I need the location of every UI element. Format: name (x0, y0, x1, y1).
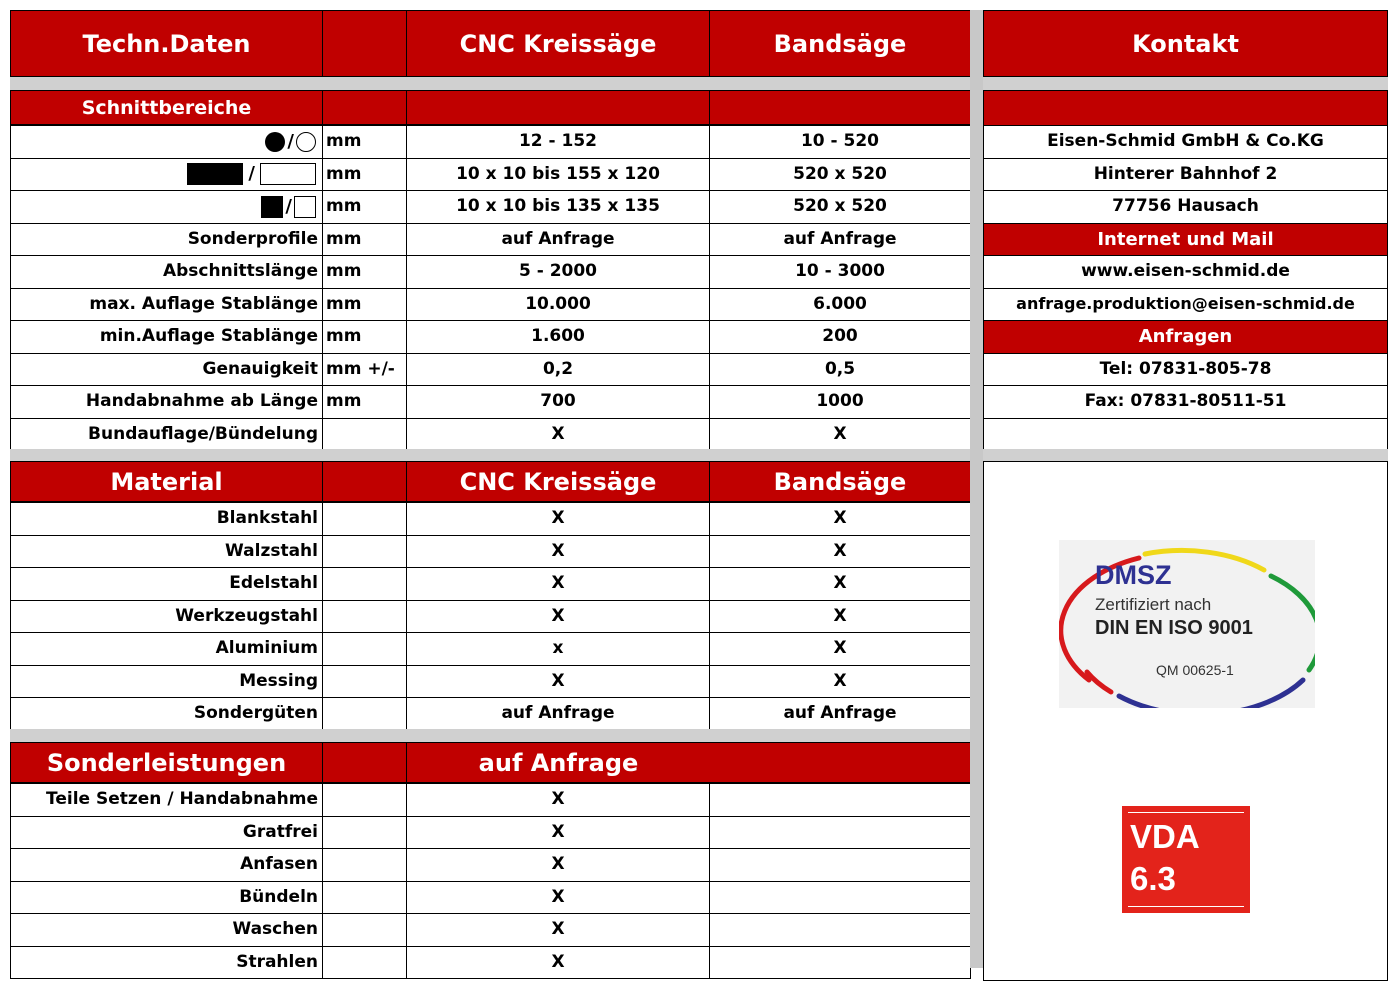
band-value-text: 520 x 520 (793, 196, 887, 217)
kontakt-value (983, 125, 1388, 159)
empty-cell (322, 848, 407, 882)
band-value (709, 223, 971, 257)
kontakt-header (983, 10, 1388, 77)
band-value-text: 200 (822, 326, 858, 347)
material-label-text: Sondergüten (193, 703, 318, 724)
cnc-value-text: X (551, 573, 565, 594)
unit-cell-text: mm (326, 293, 362, 314)
empty-cell (322, 502, 407, 536)
kontakt-value-text: Fax: 07831-80511-51 (1084, 391, 1287, 412)
unit-cell (322, 320, 407, 354)
round-profile-icon: / (263, 132, 318, 152)
material-header-cell-2 (322, 461, 407, 502)
cnc-value-text: 10 x 10 bis 135 x 135 (456, 196, 660, 217)
cnc-value-text: 1.600 (531, 326, 585, 347)
tech-label (10, 125, 323, 159)
separator (983, 449, 1388, 461)
dmsz-line2: DIN EN ISO 9001 (1095, 617, 1253, 639)
band-value (709, 600, 971, 634)
band-value-text: X (833, 508, 847, 529)
material-label-text: Edelstahl (229, 573, 318, 594)
band-value-text: 10 - 520 (800, 131, 880, 152)
cnc-value-text: X (551, 540, 565, 561)
cnc-value (406, 385, 710, 419)
kontakt-section (983, 90, 1388, 126)
band-value (709, 697, 971, 731)
sonder-label-text: Anfasen (240, 854, 318, 875)
material-header-cell-1 (10, 461, 323, 502)
cnc-value (406, 600, 710, 634)
cnc-value (406, 783, 710, 817)
sonder-header-label-text: Sonderleistungen (46, 748, 287, 777)
unit-cell (322, 418, 407, 452)
sonder-label-text: Waschen (232, 919, 318, 940)
material-label-text: Werkzeugstahl (175, 605, 318, 626)
sonder-label-text: Bündeln (239, 886, 318, 907)
band-value (709, 288, 971, 322)
header-cell-2 (322, 10, 407, 77)
cnc-value (406, 125, 710, 159)
separator (10, 449, 970, 461)
kontakt-value (983, 158, 1388, 192)
band-value-text: auf Anfrage (783, 703, 897, 724)
band-value-text: X (833, 605, 847, 626)
kontakt-value (983, 288, 1388, 322)
empty-cell (709, 881, 971, 915)
empty-cell (322, 881, 407, 915)
empty-cell (322, 665, 407, 699)
tech-label-text: Bundauflage/Bündelung (88, 423, 318, 444)
material-label (10, 502, 323, 536)
header-cell-4 (709, 10, 971, 77)
certificates-panel (983, 461, 1388, 981)
cnc-value-text: 700 (540, 391, 576, 412)
kontakt-value-text: Hinterer Bahnhof 2 (1093, 163, 1278, 184)
cnc-value-text: X (551, 886, 565, 907)
material-label (10, 535, 323, 569)
cnc-value (406, 946, 710, 980)
sonder-header-anfrage (406, 742, 710, 783)
tech-label-text: Genauigkeit (202, 358, 318, 379)
empty-cell (709, 783, 971, 817)
sonder-label-text: Gratfrei (242, 821, 318, 842)
empty-cell (322, 600, 407, 634)
cnc-value (406, 697, 710, 731)
kontakt-value-text: anfrage.produktion@eisen-schmid.de (1016, 294, 1355, 314)
band-value (709, 502, 971, 536)
unit-cell (322, 255, 407, 289)
cnc-value-text: X (551, 919, 565, 940)
kontakt-header-text: Kontakt (1132, 29, 1239, 58)
sonder-header-anfrage-text: auf Anfrage (478, 748, 639, 777)
empty-cell (709, 816, 971, 850)
sonder-label (10, 946, 323, 980)
cnc-value-text: X (551, 605, 565, 626)
cnc-value-text: X (551, 423, 565, 444)
band-value (709, 158, 971, 192)
tech-label (10, 288, 323, 322)
band-value-text: 10 - 3000 (795, 261, 885, 282)
cnc-value-text: x (552, 638, 564, 659)
material-header-cell-4-text: Bandsäge (773, 467, 907, 496)
kontakt-value (983, 418, 1388, 452)
unit-cell-text: mm (326, 196, 362, 217)
tech-label-text: max. Auflage Stablänge (89, 293, 318, 314)
band-value (709, 418, 971, 452)
cnc-value-text: X (551, 951, 565, 972)
cnc-value (406, 288, 710, 322)
band-value-text: X (833, 638, 847, 659)
cnc-value-text: 5 - 2000 (518, 261, 598, 282)
material-header-cell-3-text: CNC Kreissäge (459, 467, 657, 496)
sonder-label (10, 881, 323, 915)
band-value (709, 567, 971, 601)
band-value (709, 535, 971, 569)
cnc-value (406, 816, 710, 850)
empty-cell (709, 848, 971, 882)
cnc-value (406, 353, 710, 387)
sonder-label-text: Teile Setzen / Handabnahme (46, 789, 318, 810)
unit-cell (322, 353, 407, 387)
material-label (10, 697, 323, 731)
kontakt-value (983, 353, 1388, 387)
kontakt-value (983, 190, 1388, 224)
separator (983, 77, 1388, 90)
section-schnittbereiche-text: Schnittbereiche (81, 96, 252, 119)
material-label-text: Blankstahl (216, 508, 318, 529)
cnc-value (406, 255, 710, 289)
cnc-value (406, 158, 710, 192)
tech-label-text: Handabnahme ab Länge (85, 391, 318, 412)
kontakt-value-text: Eisen-Schmid GmbH & Co.KG (1047, 131, 1324, 152)
vda-line2: 6.3 (1130, 860, 1176, 897)
cnc-value (406, 418, 710, 452)
tech-label (10, 190, 323, 224)
empty-cell (322, 783, 407, 817)
header-cell-1-text: Techn.Daten (82, 29, 251, 58)
sonder-header-cell (709, 742, 971, 783)
band-value (709, 632, 971, 666)
cnc-value-text: auf Anfrage (501, 703, 615, 724)
cnc-value-text: X (551, 789, 565, 810)
band-value-text: X (833, 423, 847, 444)
section-cell (406, 90, 710, 125)
cnc-value (406, 567, 710, 601)
unit-cell (322, 158, 407, 192)
section-schnittbereiche (10, 90, 323, 125)
dmsz-certificate-logo (1059, 540, 1315, 708)
square-profile-icon: / (259, 196, 318, 218)
header-cell-1 (10, 10, 323, 77)
band-value-text: 1000 (816, 391, 864, 412)
vda-certificate-logo (1122, 806, 1250, 913)
dmsz-title: DMSZ (1095, 560, 1172, 590)
kontakt-section (983, 223, 1388, 257)
header-cell-3 (406, 10, 710, 77)
cnc-value-text: X (551, 670, 565, 691)
sonder-label (10, 848, 323, 882)
cnc-value (406, 190, 710, 224)
material-label (10, 632, 323, 666)
material-label (10, 665, 323, 699)
tech-label-text: Abschnittslänge (162, 261, 318, 282)
material-label (10, 567, 323, 601)
separator (10, 77, 970, 90)
cnc-value-text: X (551, 854, 565, 875)
unit-cell (322, 125, 407, 159)
sonder-label (10, 783, 323, 817)
unit-cell-text: mm (326, 391, 362, 412)
header-cell-4-text: Bandsäge (773, 29, 907, 58)
sonder-label-text: Strahlen (236, 951, 318, 972)
cnc-value (406, 632, 710, 666)
section-cell (709, 90, 971, 125)
tech-label (10, 320, 323, 354)
empty-cell (322, 632, 407, 666)
band-value (709, 190, 971, 224)
separator (10, 729, 970, 742)
tech-label-text: Sonderprofile (187, 228, 318, 249)
section-cell (322, 90, 407, 125)
kontakt-value (983, 385, 1388, 419)
band-value-text: X (833, 573, 847, 594)
tech-label (10, 255, 323, 289)
band-value (709, 353, 971, 387)
unit-cell-text: mm (326, 261, 362, 282)
band-value-text: 6.000 (813, 293, 867, 314)
sonder-label (10, 816, 323, 850)
tech-label (10, 418, 323, 452)
band-value (709, 385, 971, 419)
cnc-value-text: auf Anfrage (501, 228, 615, 249)
unit-cell (322, 385, 407, 419)
empty-cell (709, 946, 971, 980)
band-value (709, 320, 971, 354)
cnc-value-text: 12 - 152 (518, 131, 598, 152)
sonder-header-label (10, 742, 323, 783)
material-header-cell-3 (406, 461, 710, 502)
unit-cell-text: mm (326, 228, 362, 249)
kontakt-section-text: Anfragen (1138, 326, 1233, 348)
sonder-label (10, 913, 323, 947)
cnc-value (406, 881, 710, 915)
material-label-text: Messing (239, 670, 318, 691)
cnc-value (406, 535, 710, 569)
unit-cell (322, 288, 407, 322)
empty-cell (322, 913, 407, 947)
material-header-cell-4 (709, 461, 971, 502)
band-value-text: auf Anfrage (783, 228, 897, 249)
band-value-text: 0,5 (824, 358, 856, 379)
cnc-value (406, 502, 710, 536)
unit-cell-text: mm (326, 163, 362, 184)
band-value (709, 255, 971, 289)
material-label-text: Aluminium (215, 638, 318, 659)
band-value-text: 520 x 520 (793, 163, 887, 184)
unit-cell (322, 190, 407, 224)
cnc-value-text: 10.000 (525, 293, 591, 314)
empty-cell (709, 913, 971, 947)
cnc-value-text: 10 x 10 bis 155 x 120 (456, 163, 660, 184)
kontakt-section (983, 320, 1388, 354)
unit-cell-text: mm (326, 326, 362, 347)
unit-cell-text: mm (326, 131, 362, 152)
cnc-value-text: X (551, 508, 565, 529)
tech-label (10, 353, 323, 387)
kontakt-value (983, 255, 1388, 289)
kontakt-value-text: Tel: 07831-805-78 (1099, 358, 1272, 379)
material-header-cell-1-text: Material (110, 467, 223, 496)
empty-cell (322, 946, 407, 980)
band-value-text: X (833, 670, 847, 691)
vda-line1: VDA (1130, 818, 1200, 855)
kontakt-value-text: www.eisen-schmid.de (1081, 261, 1290, 282)
tech-label (10, 385, 323, 419)
unit-cell-text: mm +/- (326, 358, 395, 379)
tech-label-text: min.Auflage Stablänge (99, 326, 318, 347)
empty-cell (322, 567, 407, 601)
cnc-value (406, 223, 710, 257)
header-cell-3-text: CNC Kreissäge (459, 29, 657, 58)
unit-cell (322, 223, 407, 257)
band-value (709, 125, 971, 159)
kontakt-value-text: 77756 Hausach (1112, 196, 1259, 217)
cnc-value-text: 0,2 (542, 358, 574, 379)
kontakt-section-text: Internet und Mail (1097, 228, 1274, 250)
empty-cell (322, 535, 407, 569)
dmsz-line1: Zertifiziert nach (1095, 595, 1212, 614)
tech-label (10, 223, 323, 257)
cnc-value (406, 320, 710, 354)
cnc-value (406, 848, 710, 882)
flat-profile-icon: / (185, 163, 318, 185)
column-separator (970, 10, 983, 968)
tech-label (10, 158, 323, 192)
band-value-text: X (833, 540, 847, 561)
material-label-text: Walzstahl (225, 540, 318, 561)
cnc-value (406, 913, 710, 947)
cnc-value (406, 665, 710, 699)
empty-cell (322, 697, 407, 731)
dmsz-code: QM 00625-1 (1156, 662, 1234, 678)
sonder-header-cell (322, 742, 407, 783)
material-label (10, 600, 323, 634)
band-value (709, 665, 971, 699)
cnc-value-text: X (551, 821, 565, 842)
empty-cell (322, 816, 407, 850)
